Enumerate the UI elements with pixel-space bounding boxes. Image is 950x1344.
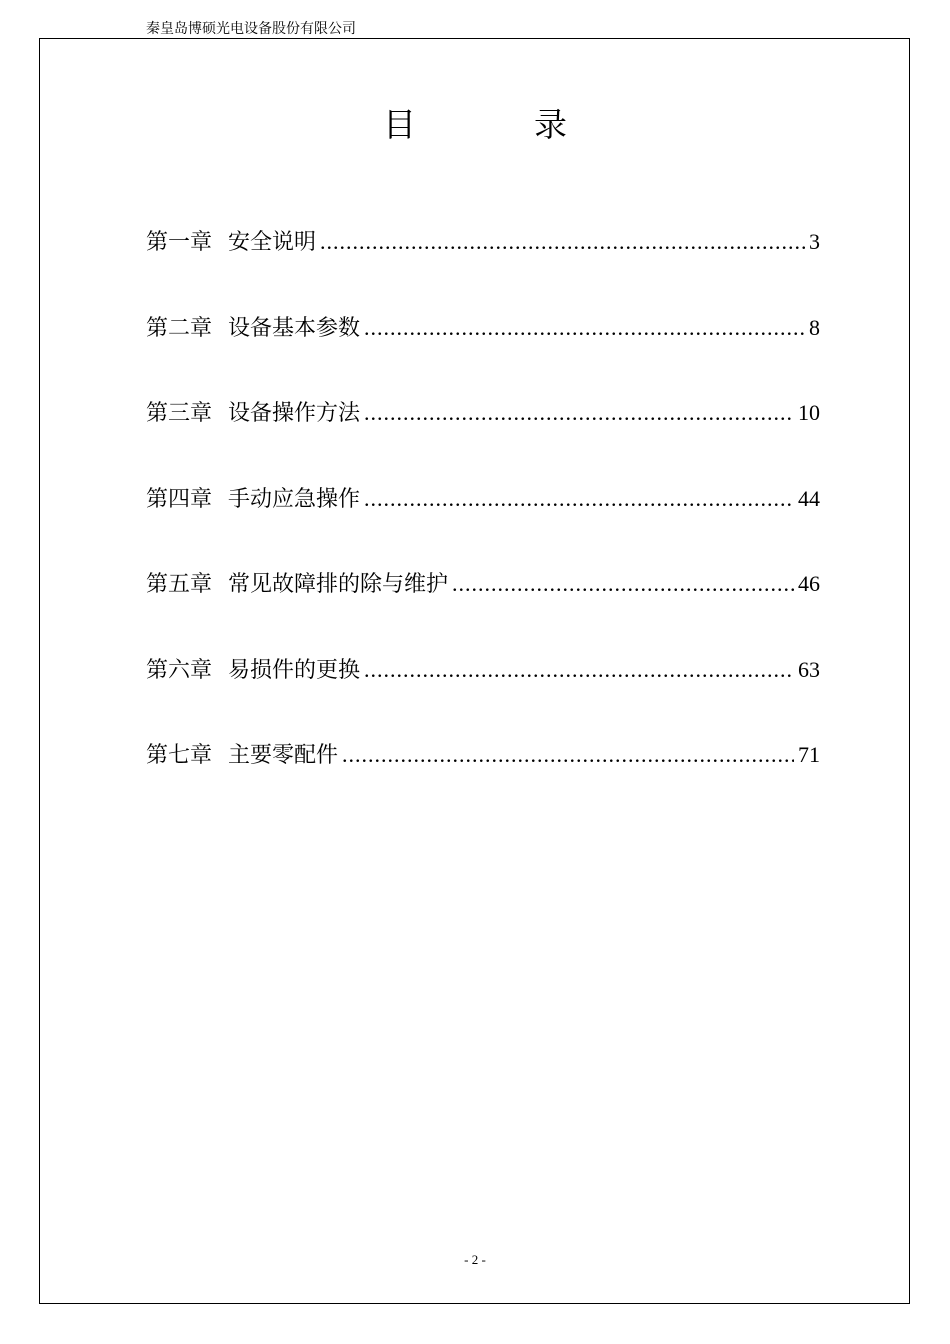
toc-entry-5[interactable] [146,564,820,650]
toc-chapter-title: 安全说明 [228,230,317,255]
toc-page-number: 71 [798,742,820,767]
toc-title-right: 录 [534,105,567,144]
toc-chapter-title: 手动应急操作 [228,486,361,512]
toc-chapter-number: 第三章 [146,401,213,426]
toc-entry-6[interactable] [146,650,820,736]
toc-chapter-title: 设备基本参数 [228,315,361,341]
toc-entry-3[interactable] [146,393,820,479]
toc-dot-leader [342,735,794,775]
toc-chapter-number: 第一章 [146,230,213,255]
toc-page-number: 10 [798,400,820,425]
toc-page-number: 8 [809,314,820,340]
toc-chapter-number: 第二章 [146,315,213,341]
toc-page-number: 3 [809,229,820,254]
toc-page-number: 44 [798,485,820,511]
toc-chapter-number: 第七章 [146,743,213,768]
toc-entry-2[interactable] [146,308,820,394]
page-footer-number: - 2 - [464,1252,486,1267]
toc-dot-leader [364,308,805,348]
toc-title [0,103,950,147]
toc-chapter-title: 设备操作方法 [228,401,361,426]
toc-title-left: 目 [383,105,416,144]
toc-entry-7[interactable] [146,735,820,821]
toc-dot-leader [320,222,805,262]
toc-page-number: 46 [798,571,820,596]
toc-chapter-title: 主要零配件 [228,743,339,768]
toc-chapter-title: 常见故障排的除与维护 [228,572,449,597]
toc-dot-leader [452,564,794,604]
company-header: 秦皇岛博硕光电设备股份有限公司 [146,21,356,37]
toc-entry-4[interactable] [146,479,820,565]
toc-dot-leader [364,650,794,690]
toc-entry-1[interactable] [146,222,820,308]
toc-chapter-title: 易损件的更换 [228,657,361,683]
toc-dot-leader [364,479,794,519]
toc-page-number: 63 [798,656,820,682]
toc-chapter-number: 第四章 [146,486,213,512]
toc-dot-leader [364,393,794,433]
toc-chapter-number: 第五章 [146,572,213,597]
toc-chapter-number: 第六章 [146,657,213,683]
table-of-contents [146,222,820,821]
